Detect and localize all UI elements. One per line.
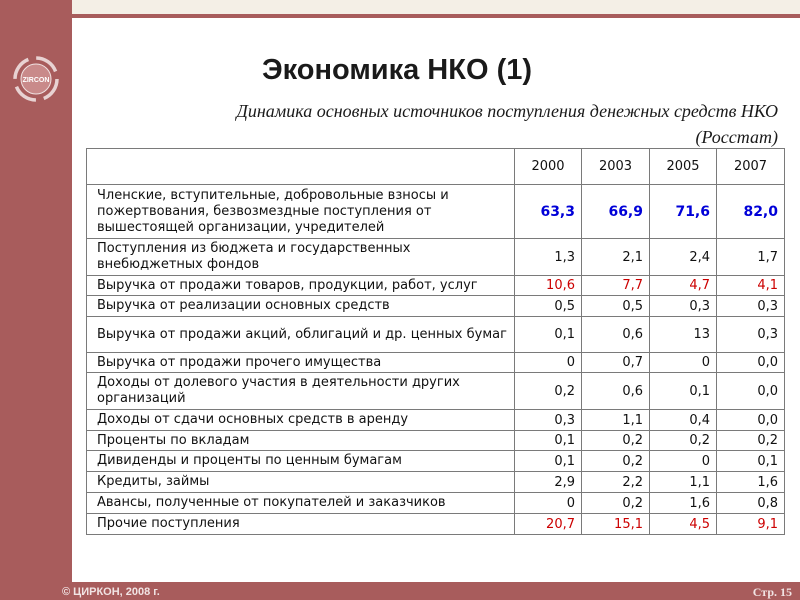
row-value: 0,0 — [717, 353, 785, 373]
row-value: 0,2 — [582, 451, 650, 472]
header-cell-year: 2005 — [650, 149, 717, 185]
row-label: Авансы, полученные от покупателей и заказчиков — [87, 493, 515, 514]
row-value: 1,6 — [717, 472, 785, 493]
table-header-row — [87, 149, 785, 185]
row-value: 0,5 — [582, 296, 650, 317]
row-value: 0,2 — [515, 373, 582, 410]
slide-subtitle — [138, 98, 778, 150]
table-row — [87, 451, 785, 472]
row-value: 0,1 — [515, 431, 582, 451]
table-row — [87, 514, 785, 535]
row-value: 0 — [515, 353, 582, 373]
row-value: 0,2 — [582, 493, 650, 514]
row-value: 2,9 — [515, 472, 582, 493]
row-value: 0,2 — [582, 431, 650, 451]
footer-copyright: © ЦИРКОН, 2008 г. — [62, 586, 160, 598]
table-row — [87, 353, 785, 373]
row-value: 2,2 — [582, 472, 650, 493]
row-value: 0,6 — [582, 373, 650, 410]
row-value: 71,6 — [650, 185, 717, 239]
header-cell-label — [87, 149, 515, 185]
row-label: Выручка от продажи акций, облигаций и др. ценных бумаг — [87, 317, 515, 353]
table-row — [87, 296, 785, 317]
row-value: 1,1 — [650, 472, 717, 493]
top-frame-notch — [72, 0, 800, 14]
row-label: Прочие поступления — [87, 514, 515, 535]
table-row — [87, 317, 785, 353]
subtitle-line-2: (Росстат) — [695, 127, 778, 147]
row-value: 0,2 — [650, 431, 717, 451]
row-value: 0,3 — [717, 317, 785, 353]
footer-page-number: Стр. 15 — [752, 585, 792, 599]
row-value: 63,3 — [515, 185, 582, 239]
row-value: 1,7 — [717, 239, 785, 276]
row-value: 1,1 — [582, 410, 650, 431]
row-value: 1,6 — [650, 493, 717, 514]
row-value: 0,3 — [717, 296, 785, 317]
row-value: 0,7 — [582, 353, 650, 373]
row-value: 9,1 — [717, 514, 785, 535]
row-label: Дивиденды и проценты по ценным бумагам — [87, 451, 515, 472]
nko-income-table — [86, 148, 785, 535]
row-value: 10,6 — [515, 276, 582, 296]
row-value: 13 — [650, 317, 717, 353]
row-value: 0,3 — [650, 296, 717, 317]
table-row — [87, 493, 785, 514]
row-value: 0,1 — [515, 451, 582, 472]
row-value: 0,2 — [717, 431, 785, 451]
row-value: 4,1 — [717, 276, 785, 296]
row-value: 2,4 — [650, 239, 717, 276]
row-label: Проценты по вкладам — [87, 431, 515, 451]
table-row — [87, 431, 785, 451]
header-cell-year: 2003 — [582, 149, 650, 185]
row-value: 0 — [650, 451, 717, 472]
logo-text: ZIRCON — [22, 77, 50, 84]
row-value: 82,0 — [717, 185, 785, 239]
table-row — [87, 239, 785, 276]
row-value: 0 — [650, 353, 717, 373]
row-value: 0,1 — [717, 451, 785, 472]
row-value: 2,1 — [582, 239, 650, 276]
table-row — [87, 373, 785, 410]
row-value: 0 — [515, 493, 582, 514]
table-row — [87, 410, 785, 431]
row-value: 0,0 — [717, 410, 785, 431]
row-value: 0,0 — [717, 373, 785, 410]
row-value: 7,7 — [582, 276, 650, 296]
row-label: Доходы от долевого участия в деятельности других организаций — [87, 373, 515, 410]
row-label: Членские, вступительные, добровольные взносы и пожертвования, безвозмездные поступления от вышестоящей организации, учредителей — [87, 185, 515, 239]
row-value: 0,1 — [515, 317, 582, 353]
table-row — [87, 276, 785, 296]
zircon-logo — [11, 54, 61, 104]
row-value: 66,9 — [582, 185, 650, 239]
row-label: Кредиты, займы — [87, 472, 515, 493]
row-value: 0,8 — [717, 493, 785, 514]
row-label: Доходы от сдачи основных средств в аренду — [87, 410, 515, 431]
row-value: 0,5 — [515, 296, 582, 317]
row-value: 0,4 — [650, 410, 717, 431]
row-value: 20,7 — [515, 514, 582, 535]
row-value: 0,1 — [650, 373, 717, 410]
row-label: Поступления из бюджета и государственных внебюджетных фондов — [87, 239, 515, 276]
row-value: 1,3 — [515, 239, 582, 276]
row-value: 4,5 — [650, 514, 717, 535]
row-value: 15,1 — [582, 514, 650, 535]
table-row — [87, 472, 785, 493]
table-row — [87, 185, 785, 239]
row-label: Выручка от продажи прочего имущества — [87, 353, 515, 373]
row-label: Выручка от реализации основных средств — [87, 296, 515, 317]
slide-title: Экономика НКО (1) — [262, 54, 533, 86]
row-value: 0,6 — [582, 317, 650, 353]
row-label: Выручка от продажи товаров, продукции, работ, услуг — [87, 276, 515, 296]
header-cell-year: 2007 — [717, 149, 785, 185]
subtitle-line-1: Динамика основных источников поступления денежных средств НКО — [236, 101, 778, 121]
header-cell-year: 2000 — [515, 149, 582, 185]
row-value: 0,3 — [515, 410, 582, 431]
row-value: 4,7 — [650, 276, 717, 296]
